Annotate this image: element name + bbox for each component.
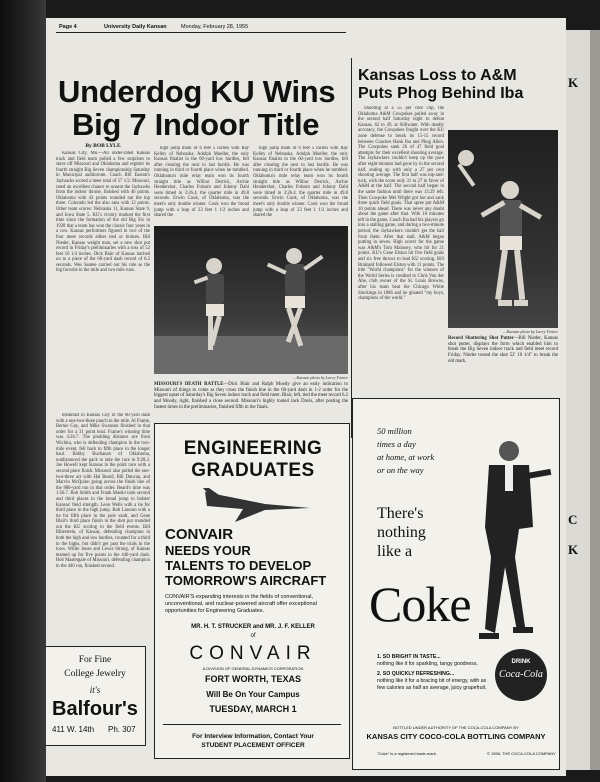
- column-rule: [351, 58, 352, 438]
- folio-rule: [56, 32, 346, 33]
- convair-of: of: [250, 633, 256, 639]
- adjacent-letter-2: C: [568, 512, 578, 527]
- article-column-2: breakfast in Kansas City in the 60-yard dash with a one-two-three punch in the mile. Al Frame, Bernie Gay, and Mike Swanson finished in that order for a 31 point lead. Frame's winning time was 4:26.7. The plodding distance ace from Wichita, who is defending champion in the two-mile event, fell back to fifth place in the longer haul. Bobby Buchanan of Oklahoma, outdistanced the pack to take the race in 9:28.3. Joe Howell kept Kansas in the point race with a second place finish. Missouri also pulled the one-two-three act with Hal Beard, Bill Duncan, and Marvin McQuinn going across the finish line of the 880-yard run in that order. Beard's time was 1:56.7. Bob Smith and Frank Mastio took second and third places in the broad jump to bolster Kansas' field strength. Leon Wells with a tie for third place in the high jump. Bob Lawson with a tie for fifth place in the pole vault, and Gene Blair's third place finish in the shot put rounded out the KU scoring in the field events. Bill Biberstein, of Kansas, defending champion in both the high and low hurdles, counted for a third in the highs, but didn't get past the trials in the lows. Willie Jones and Lewis Strong, of Kansas teamed up for five points in the 440-yard dash. Bob Mastergale of Missouri, defending champion in the 440 run, finished second.: [56, 413, 150, 570]
- side-headline-1: Kansas Loss to A&M: [358, 67, 517, 84]
- balfour-name: Balfour's: [52, 698, 138, 720]
- drink-label: DRINK: [511, 659, 531, 665]
- balfour-line-3: it's: [89, 685, 101, 695]
- coke-ad: [352, 398, 560, 770]
- convair-paragraph: CONVAIR'S expanding interests in the fields of conventional, unconventional, and nuclear-powered aircraft offer exceptional opportunities for Engineering Graduates.: [165, 594, 317, 614]
- paper-name: University Daily Kansan: [104, 24, 167, 30]
- track-race-photo: [154, 226, 348, 374]
- side-article-text: Shooting at a 55 per cent clip, the Oklahoma A&M Cowpokes pulled away in the second half Saturday night to defeat Kansas, 62 to 49, at Stillwater. With deadly accuracy, the Cowpokes fought over the KU zone defense to break its 15-15 record between Coaches Hank Iba and Phog Allen. The Cowpokes sank 26 of 47 field goal attempts for their excellent shooting average. The Jayhawkers couldn't keep up the pace after eight minutes had gone by in the second half, ending up with only a 27 per cent shooting average. The first half was nip-and-tuck, with the score only 31 to 27 in favor of A&M at the half. The second half began in the same fashion until there was 13:29 left. Then Cowpoke Mel Wright got hot and sank three quick field goals. That spree put A&M 10 points ahead. There was never any doubt about the game after that. With 10 minutes left in the game, Coach Iba had his players go into a stalling game, and during a two-minute period, the Jayhawkers couldn't get the ball from them. After that stall, A&M began putting in seven. High scorer for the game was A&M's Tom Maloney, who hit for 21 points. KU's Gene Elstun hit five field goals and six free throws to lead KU scoring. Bill Brainard followed Elstun with 11 points. The title "World champions" for the winners of the World Series is credited to Chris Von der Ahe, club owner of the St. Louis Browns, after his team beat the Chicago White Stockings in 1886 and he gloated "my boys, champions of the world.": [358, 106, 444, 302]
- jet-aircraft-icon: [195, 484, 315, 524]
- photo-credit-2: —Kansan photo by Larry Trotter: [502, 329, 558, 334]
- bottler-authority: BOTTLED UNDER AUTHORITY OF THE COCA-COLA COMPANY BY: [393, 725, 519, 730]
- main-headline-1: Underdog KU Wins: [58, 74, 336, 109]
- page-number: Page 4: [59, 24, 77, 30]
- article-column-4: high jump mark of 6 feet 5 inches with Ray Kelley of Nebraska. Adolph Mueller, the only Kansas finalist in the 60-yard low hurdles, fell after clearing the next to last hurdle. He was running in third or fourth place when he tumbled. Oklahoma's mile relay team won its fourth straight title as Wilbur Derrick, Archie Hendershot, Charles Folsom and Johnny Dahl were timed in 3:26.4. the quarter mile in 49.8 seconds. Erwin Cook, of Oklahoma, was the meet's only double winner. Cook won the broad jump with a leap of 23 feet 1 1/2 inches and shared the: [253, 146, 348, 219]
- convair-headline-1: ENGINEERING: [183, 438, 323, 459]
- bottler-name: KANSAS CITY COCO-COLA BOTTLING COMPANY: [366, 732, 546, 741]
- balfour-address: 411 W. 14th: [52, 725, 95, 734]
- man-figure-illustration: [469, 437, 553, 651]
- left-binding-shadow: [0, 0, 46, 782]
- convair-ad: [154, 423, 350, 759]
- issue-date: Monday, February 28, 1955: [181, 24, 249, 30]
- convair-division: A DIVISION OF GENERAL DYNAMICS CORPORATION: [202, 666, 304, 671]
- coke-tagline: There's nothing like a: [377, 505, 426, 560]
- adjacent-page-strip: [566, 30, 600, 770]
- side-headline-2: Puts Phog Behind Iba: [358, 85, 524, 102]
- photo-caption-1: MISSOURI'S DEATH RATTLE—Dick Blair and Ralph Moody give an early indication to Missouri of things to come as they cross the finish line in the 60-yard dash in 1-2 order for the biggest upset of Saturday's Big Seven indoor track and field meet. Blair, left, tied the meet record 6.2 and Moody, right, finished a close second. Missouri's highly touted Jack Davis, after posting the fastest times in the preliminaries, finished fifth in the finals.: [154, 382, 348, 410]
- balfour-line-1: For Fine: [78, 655, 112, 665]
- convair-logo: CONVAIR: [189, 643, 317, 664]
- coca-cola-logo: Coca-Cola: [499, 669, 543, 680]
- newspaper-page: [46, 18, 566, 776]
- convair-footer-1: For Interview Information, Contact Your: [192, 733, 314, 740]
- coke-points: 1. SO BRIGHT IN TASTE... nothing like it for sparkling, tangy goodness. 2. SO QUICKLY REFRESHING... nothing like it for a bracing bit of energy, with as few calories as half an average, juicy grapefruit.: [377, 654, 487, 691]
- article-column-1: Kansas City, Mo.—An under-rated Kansas track and field team pulled a few surprises to stave off Missouri and Oklahoma and register its fourth straight Big Seven championship Saturday in Municipal auditorium. Coach Bill Easton's Jayhawks scored a meet total of 57 1/2. Missouri, rated an excellent chance to unseat the Jayhawks from the indoor throne, finished with 46 points. Oklahoma with 43 points rounded out the top three. Colorado led the also rans with 12 points. Other team scores: Nebraska 11, Kansas State 9, and Iowa State 5. KU's victory marked the first time since the formation of the old Big Six in 1928 that a team has won the classic four years in a row. Kansas performers figured in two of the four meet records either tied or broken. Bill Nieder, Kansas weight man, set a new shot put record in Friday's preliminaries with a toss of 52 feet 10 1/4 inches. Dick Blair of Kansas latched on to a piece of the 60-yard dash record of 6.2 seconds. Wes Santee carried out his role as the big favorite in the mile and two mile runs.: [56, 151, 150, 274]
- article-column-3: high jump mark of 6 feet 5 inches with Ray Kelley of Nebraska. Adolph Mueller, the only Kansas finalist in the 60-yard low hurdles, fell after clearing the next to last hurdle. He was running in third or fourth place when he tumbled. Oklahoma's mile relay team won its fourth straight title as Wilbur Derrick, Archie Hendershot, Charles Folsom and Johnny Dahl were timed in 3:26.4. the quarter mile in 49.8 seconds. Erwin Cook, of Oklahoma, was the meet's only double winner. Cook won the broad jump with a leap of 23 feet 1 1/2 inches and shared the: [154, 146, 249, 219]
- main-headline-2: Big 7 Indoor Title: [72, 107, 320, 142]
- photo-credit-1: —Kansan photo by Larry Trotter: [292, 375, 348, 380]
- photo-caption-2: Record Shattering Shot Putter—Bill Nieder, Kansas shot putter, displays the form which enabled him to break the Big Seven indoor track and field meet record Friday. Nieder tossed the shot 52' 10 1/4" to break the old mark.: [448, 336, 558, 364]
- balfour-line-2: College Jewelry: [64, 669, 126, 679]
- convair-headline-2: GRADUATES: [191, 460, 315, 481]
- coke-script: 50 million times a day at home, at work or on the way: [377, 426, 435, 475]
- convair-reps: MR. H. T. STRUCKER and MR. J. F. KELLER: [191, 624, 315, 630]
- convair-date: TUESDAY, MARCH 1: [209, 704, 297, 714]
- adjacent-letter-1: K: [568, 75, 579, 90]
- coke-copyright: © 1955, THE COCA-COLA COMPANY: [487, 751, 556, 756]
- adjacent-letter-3: K: [568, 542, 579, 557]
- coke-trademark: "Coke" is a registered trade-mark.: [377, 751, 437, 756]
- convair-body-2: NEEDS YOUR: [165, 543, 251, 558]
- coca-cola-button-icon: [495, 649, 547, 701]
- balfour-ad: [46, 646, 146, 746]
- balfour-phone: Ph. 307: [108, 725, 136, 734]
- convair-city: FORT WORTH, TEXAS: [205, 674, 301, 684]
- convair-footer-2: STUDENT PLACEMENT OFFICER: [201, 742, 305, 749]
- shot-putter-photo: [448, 130, 558, 328]
- convair-will-be: Will Be On Your Campus: [206, 690, 300, 699]
- convair-body-3: TALENTS TO DEVELOP: [165, 558, 312, 573]
- convair-body-4: TOMORROW'S AIRCRAFT: [165, 573, 327, 588]
- coke-brand: Coke: [369, 576, 471, 632]
- convair-body-1: CONVAIR: [165, 526, 234, 543]
- byline: By BOB LYLE: [85, 143, 121, 149]
